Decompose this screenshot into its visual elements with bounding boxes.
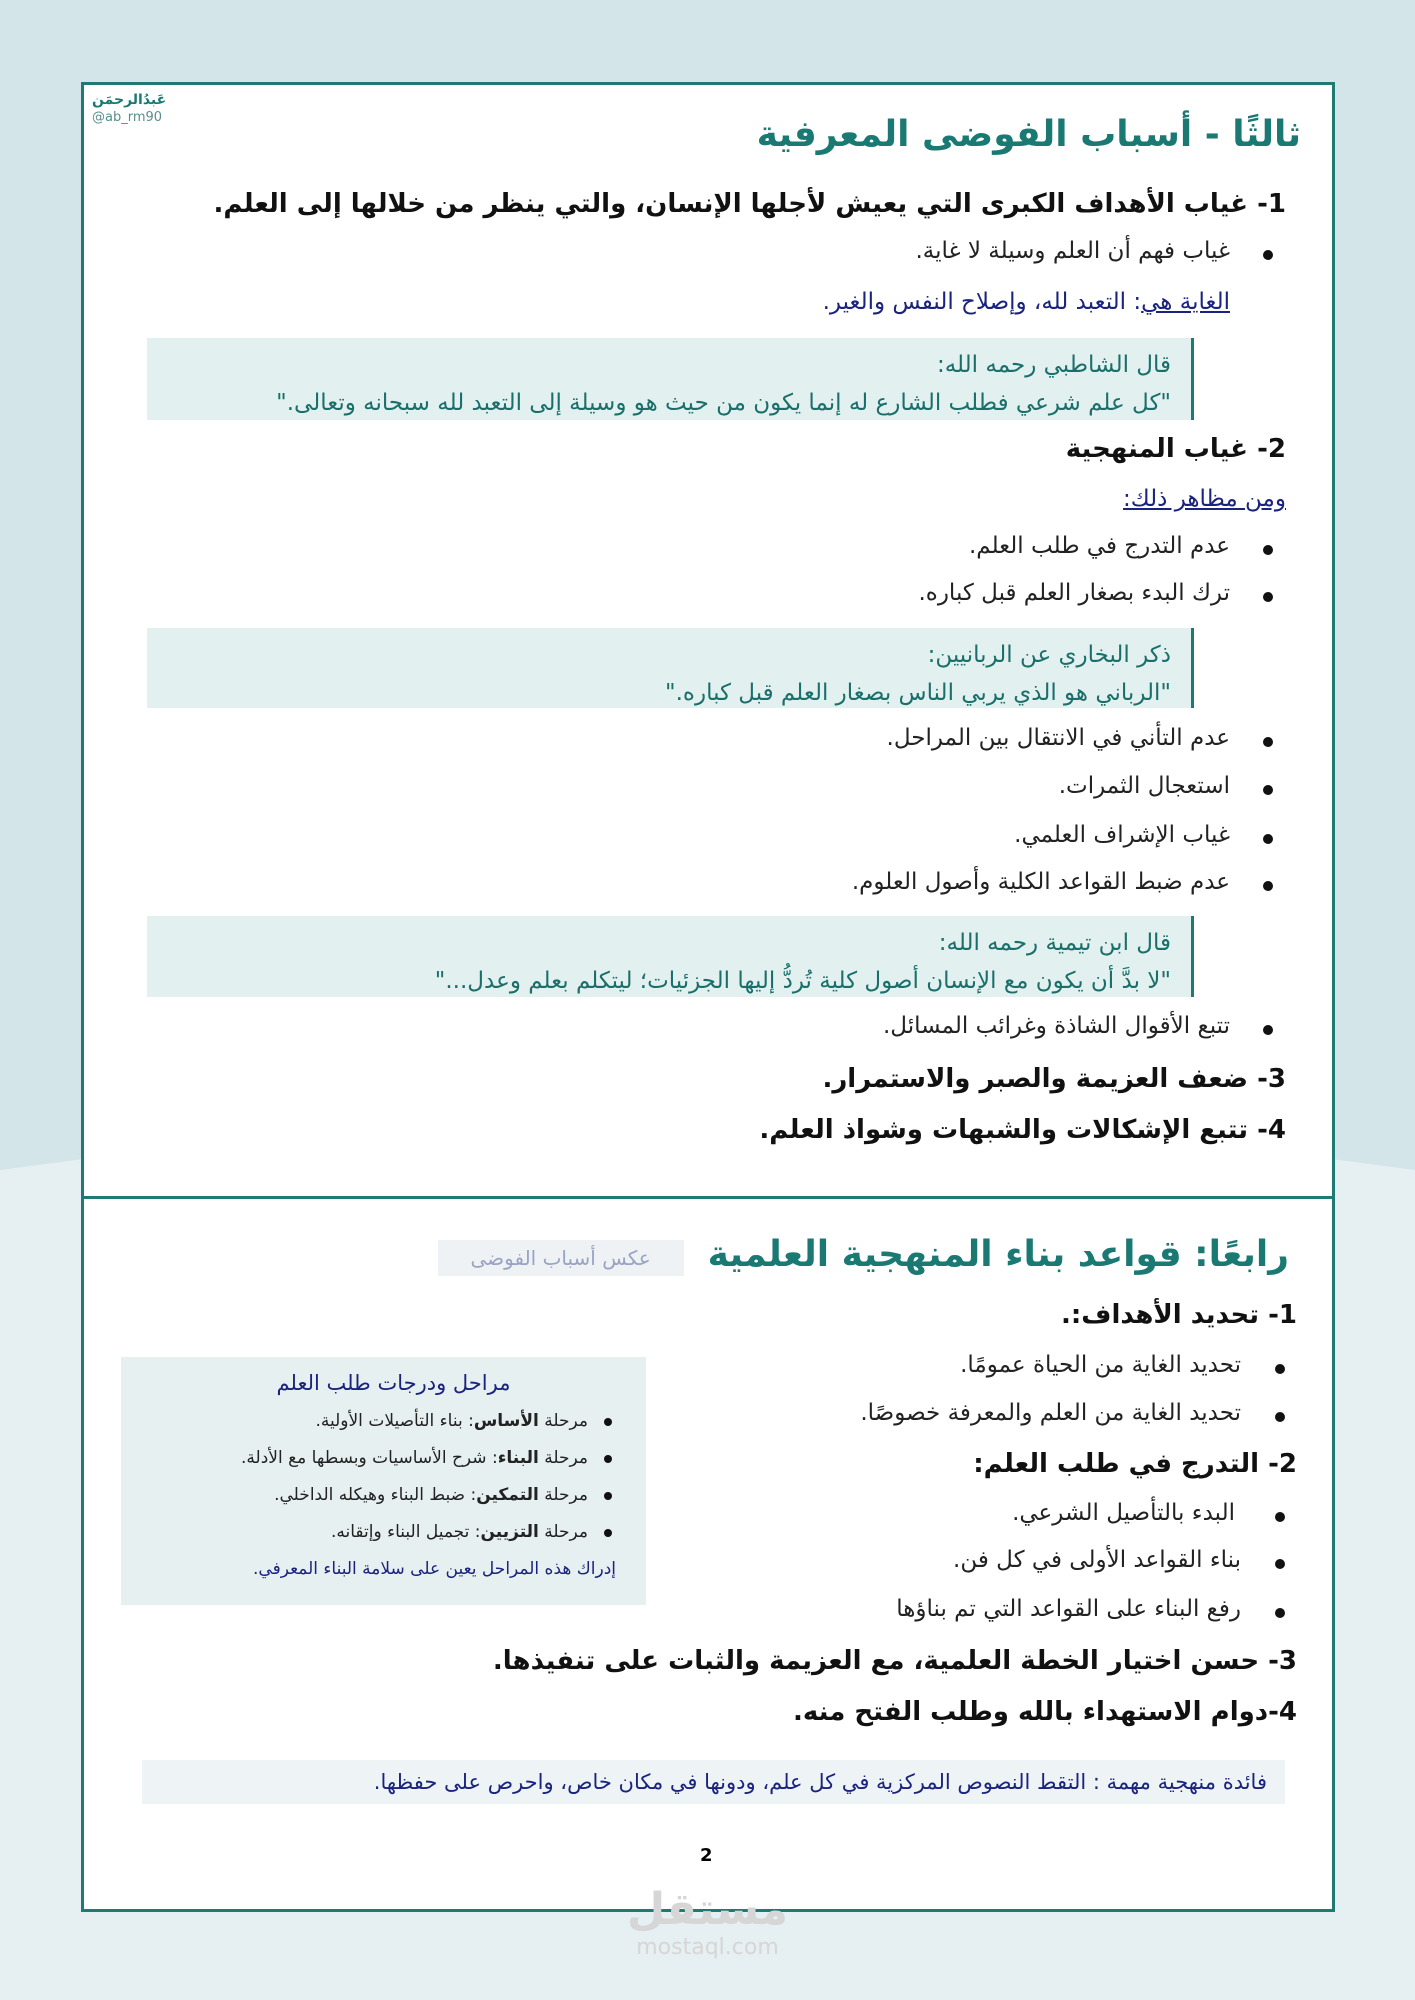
goal-text: : التعبد لله، وإصلاح النفس والغير. bbox=[822, 289, 1142, 315]
bullet-icon bbox=[1275, 1559, 1285, 1569]
quote-shatibi bbox=[147, 338, 1194, 420]
bullet-item: استعجال الثمرات. bbox=[1058, 773, 1230, 799]
stage-prefix: مرحلة bbox=[538, 1448, 588, 1468]
section4-item3: 3- حسن اختيار الخطة العلمية، مع العزيمة والثبات على تنفيذها. bbox=[492, 1646, 1297, 1676]
bullet-icon bbox=[1263, 737, 1273, 747]
bullet-icon bbox=[1263, 250, 1273, 260]
watermark-logo: مستقل bbox=[627, 1884, 788, 1935]
section4-item4: 4-دوام الاستهداء بالله وطلب الفتح منه. bbox=[792, 1697, 1297, 1727]
bullet-icon bbox=[1263, 545, 1273, 555]
bullet-item: تحديد الغاية من العلم والمعرفة خصوصًا. bbox=[860, 1400, 1241, 1426]
quote-text: "الرباني هو الذي يربي الناس بصغار العلم قبل كباره." bbox=[665, 680, 1171, 706]
section3-item4: 4- تتبع الإشكالات والشبهات وشواذ العلم. bbox=[759, 1115, 1286, 1145]
item1-bullet: غياب فهم أن العلم وسيلة لا غاية. bbox=[915, 238, 1230, 264]
stages-note: إدراك هذه المراحل يعين على سلامة البناء المعرفي. bbox=[253, 1559, 616, 1579]
bullet-icon bbox=[1263, 1025, 1273, 1035]
stage-desc: : ضبط البناء وهيكله الداخلي. bbox=[274, 1485, 477, 1505]
bullet-item: تتبع الأقوال الشاذة وغرائب المسائل. bbox=[882, 1013, 1230, 1039]
section3-title: ثالثًا - أسباب الفوضى المعرفية bbox=[756, 114, 1301, 155]
stage-name: التمكين bbox=[476, 1485, 539, 1505]
stages-sidebox bbox=[121, 1357, 646, 1605]
section4-tag: عكس أسباب الفوضى bbox=[438, 1240, 684, 1276]
bullet-item: عدم التأني في الانتقال بين المراحل. bbox=[886, 725, 1230, 751]
bullet-icon bbox=[1275, 1608, 1285, 1618]
watermark bbox=[620, 1885, 795, 1960]
bullet-item: عدم ضبط القواعد الكلية وأصول العلوم. bbox=[851, 869, 1230, 895]
quote-author: ذكر البخاري عن الربانيين: bbox=[927, 642, 1171, 668]
stage-item bbox=[141, 1477, 616, 1514]
goal-line bbox=[823, 289, 1230, 315]
bullet-icon bbox=[1275, 1512, 1285, 1522]
bullet-item: ترك البدء بصغار العلم قبل كباره. bbox=[918, 580, 1230, 606]
bullet-item: البدء بالتأصيل الشرعي. bbox=[1012, 1500, 1235, 1526]
bullet-icon bbox=[1263, 592, 1273, 602]
bullet-icon bbox=[1275, 1364, 1285, 1374]
goal-label: الغاية هي bbox=[1141, 289, 1230, 315]
quote-author: قال الشاطبي رحمه الله: bbox=[936, 352, 1171, 378]
page-number: 2 bbox=[700, 1845, 713, 1866]
benefit-note: فائدة منهجية مهمة : التقط النصوص المركزية في كل علم، ودونها في مكان خاص، واحرص على حفظها. bbox=[142, 1760, 1285, 1804]
section4-header bbox=[438, 1232, 1289, 1276]
watermark-site: mostaql.com bbox=[636, 1935, 779, 1960]
quote-ibn-taymiyyah bbox=[147, 916, 1194, 997]
stage-desc: : بناء التأصيلات الأولية. bbox=[315, 1411, 474, 1431]
section3-item2: 2- غياب المنهجية bbox=[1065, 434, 1286, 464]
section4-item2: 2- التدرج في طلب العلم: bbox=[973, 1449, 1297, 1479]
quote-author: قال ابن تيمية رحمه الله: bbox=[938, 930, 1171, 956]
bullet-item: غياب الإشراف العلمي. bbox=[1014, 822, 1230, 848]
quote-text: "لا بدَّ أن يكون مع الإنسان أصول كلية تُردُّ إليها الجزئيات؛ ليتكلم بعلم وعدل..." bbox=[434, 968, 1171, 994]
stage-desc: : شرح الأساسيات وبسطها مع الأدلة. bbox=[241, 1448, 498, 1468]
bullet-icon bbox=[1263, 785, 1273, 795]
item2-subheading: ومن مظاهر ذلك: bbox=[1123, 486, 1286, 512]
section4-title: رابعًا: قواعد بناء المنهجية العلمية bbox=[707, 1233, 1289, 1275]
stage-name: البناء bbox=[497, 1448, 539, 1468]
bullet-icon bbox=[1263, 881, 1273, 891]
bullet-icon bbox=[1263, 834, 1273, 844]
stage-prefix: مرحلة bbox=[538, 1411, 588, 1431]
bullet-item: رفع البناء على القواعد التي تم بناؤها bbox=[896, 1596, 1241, 1622]
author-logo: عَبدُالرحمَن bbox=[92, 92, 167, 108]
stage-item bbox=[141, 1403, 616, 1440]
stage-name: التزيين bbox=[480, 1522, 539, 1542]
bullet-item: بناء القواعد الأولى في كل فن. bbox=[953, 1547, 1241, 1573]
bullet-item: تحديد الغاية من الحياة عمومًا. bbox=[960, 1352, 1241, 1378]
section-divider bbox=[81, 1196, 1335, 1199]
stages-title: مراحل ودرجات طلب العلم bbox=[276, 1371, 511, 1395]
section3-item3: 3- ضعف العزيمة والصبر والاستمرار. bbox=[822, 1064, 1286, 1094]
stage-item bbox=[141, 1514, 616, 1551]
bullet-icon bbox=[1275, 1412, 1285, 1422]
stage-name: الأساس bbox=[473, 1411, 539, 1431]
stage-prefix: مرحلة bbox=[538, 1522, 588, 1542]
stage-item bbox=[141, 1440, 616, 1477]
section3-item1: 1- غياب الأهداف الكبرى التي يعيش لأجلها الإنسان، والتي ينظر من خلالها إلى العلم. bbox=[213, 189, 1286, 219]
quote-text: "كل علم شرعي فطلب الشارع له إنما يكون من حيث هو وسيلة إلى التعبد لله سبحانه وتعالى." bbox=[276, 390, 1171, 416]
bullet-item: عدم التدرج في طلب العلم. bbox=[968, 533, 1230, 559]
stage-prefix: مرحلة bbox=[538, 1485, 588, 1505]
quote-bukhari bbox=[147, 628, 1194, 708]
author-handle: @ab_rm90 bbox=[92, 110, 163, 125]
section4-item1: 1- تحديد الأهداف:. bbox=[1061, 1300, 1297, 1330]
stage-desc: : تجميل البناء وإتقانه. bbox=[330, 1522, 481, 1542]
